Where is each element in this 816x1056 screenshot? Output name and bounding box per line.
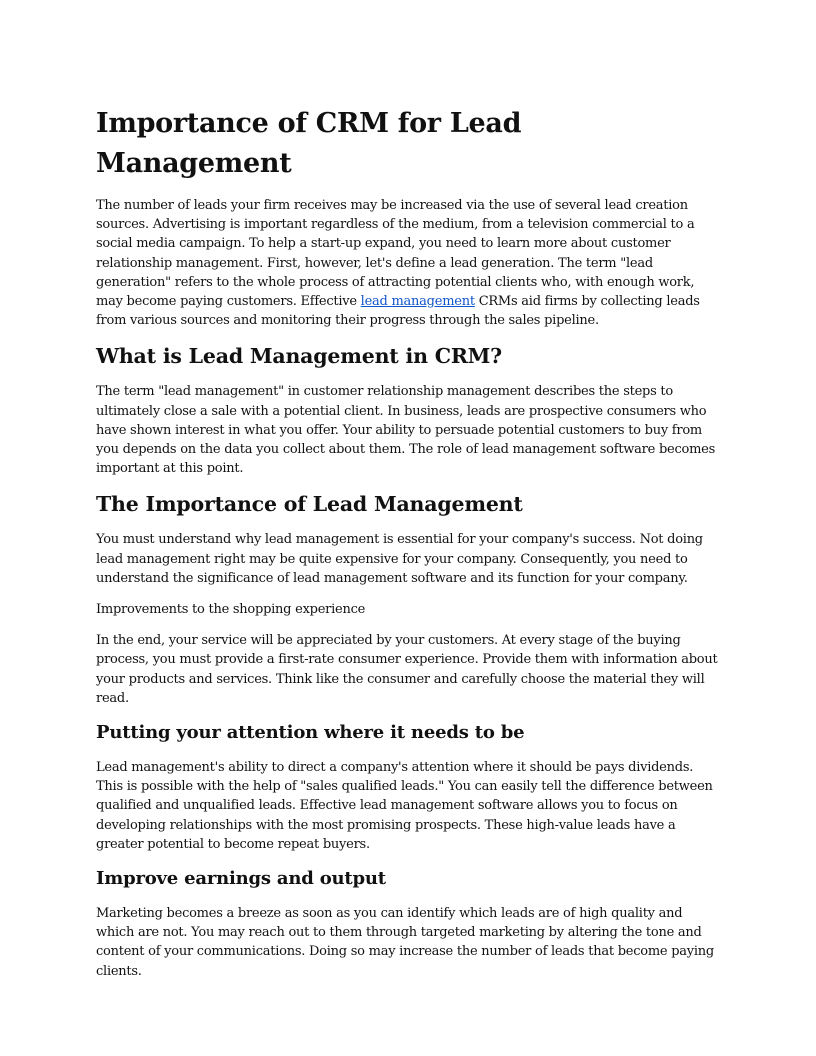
section-heading-attention: Putting your attention where it needs to be: [96, 722, 525, 744]
section-heading-what-is-lead-management: What is Lead Management in CRM?: [96, 344, 502, 369]
subheading-shopping-experience: Improvements to the shopping experience: [96, 602, 366, 618]
section-paragraph-earnings: Marketing becomes a breeze as soon as you can identify which leads are of high quality and which are not. You may reach out to them through targeted marketing by altering the tone and content of your communications. Doing so may increase the number of leads that become paying clients.: [96, 906, 714, 979]
section-heading-earnings: Improve earnings and output: [96, 868, 386, 890]
intro-text-after-link: CRMs aid firms by collecting leads from various sources and monitoring their progress through the sales pipeline.: [96, 294, 700, 329]
document-title: Importance of CRM for Lead Management: [96, 108, 522, 179]
intro-text-before-link: The number of leads your firm receives may be increased via the use of several lead creation sources. Advertising is important regardless of the medium, from a television commercial to a social media campaign. To help a start-up expand, you need to learn more about customer relationship management. First, however, let's define a lead generation. The term "lead generation" refers to the whole process of attracting potential clients who, with enough work, may become paying customers. Effective: [96, 198, 695, 310]
section-paragraph-what-is-lead-management: The term "lead management" in customer relationship management describes the steps to ultimately close a sale with a potential client. In business, leads are prospective consumers who have shown interest in what you offer. Your ability to persuade potential customers to buy from you depends on the data you collect about them. The role of lead management software becomes important at this point.: [96, 384, 716, 477]
intro-paragraph: [96, 196, 720, 330]
section-paragraph-attention: Lead management's ability to direct a company's attention where it should be pays dividends. This is possible with the help of "sales qualified leads." You can easily tell the difference between qualified and unqualified leads. Effective lead management software allows you to focus on developing relationships with the most promising prospects. These high-value leads have a greater potential to become repeat buyers.: [96, 760, 713, 852]
section-paragraph-shopping-experience: In the end, your service will be appreciated by your customers. At every stage of the buying process, you must provide a first-rate consumer experience. Provide them with information about your products and services. Think like the consumer and carefully choose the material they will read.: [96, 633, 718, 706]
section-paragraph-importance: You must understand why lead management is essential for your company's success. Not doing lead management right may be quite expensive for your company. Consequently, you need to understand the significance of lead management software and its function for your company.: [96, 532, 703, 586]
document-page: [96, 104, 720, 993]
lead-management-link[interactable]: lead management: [360, 294, 475, 310]
section-heading-importance: The Importance of Lead Management: [96, 492, 523, 517]
